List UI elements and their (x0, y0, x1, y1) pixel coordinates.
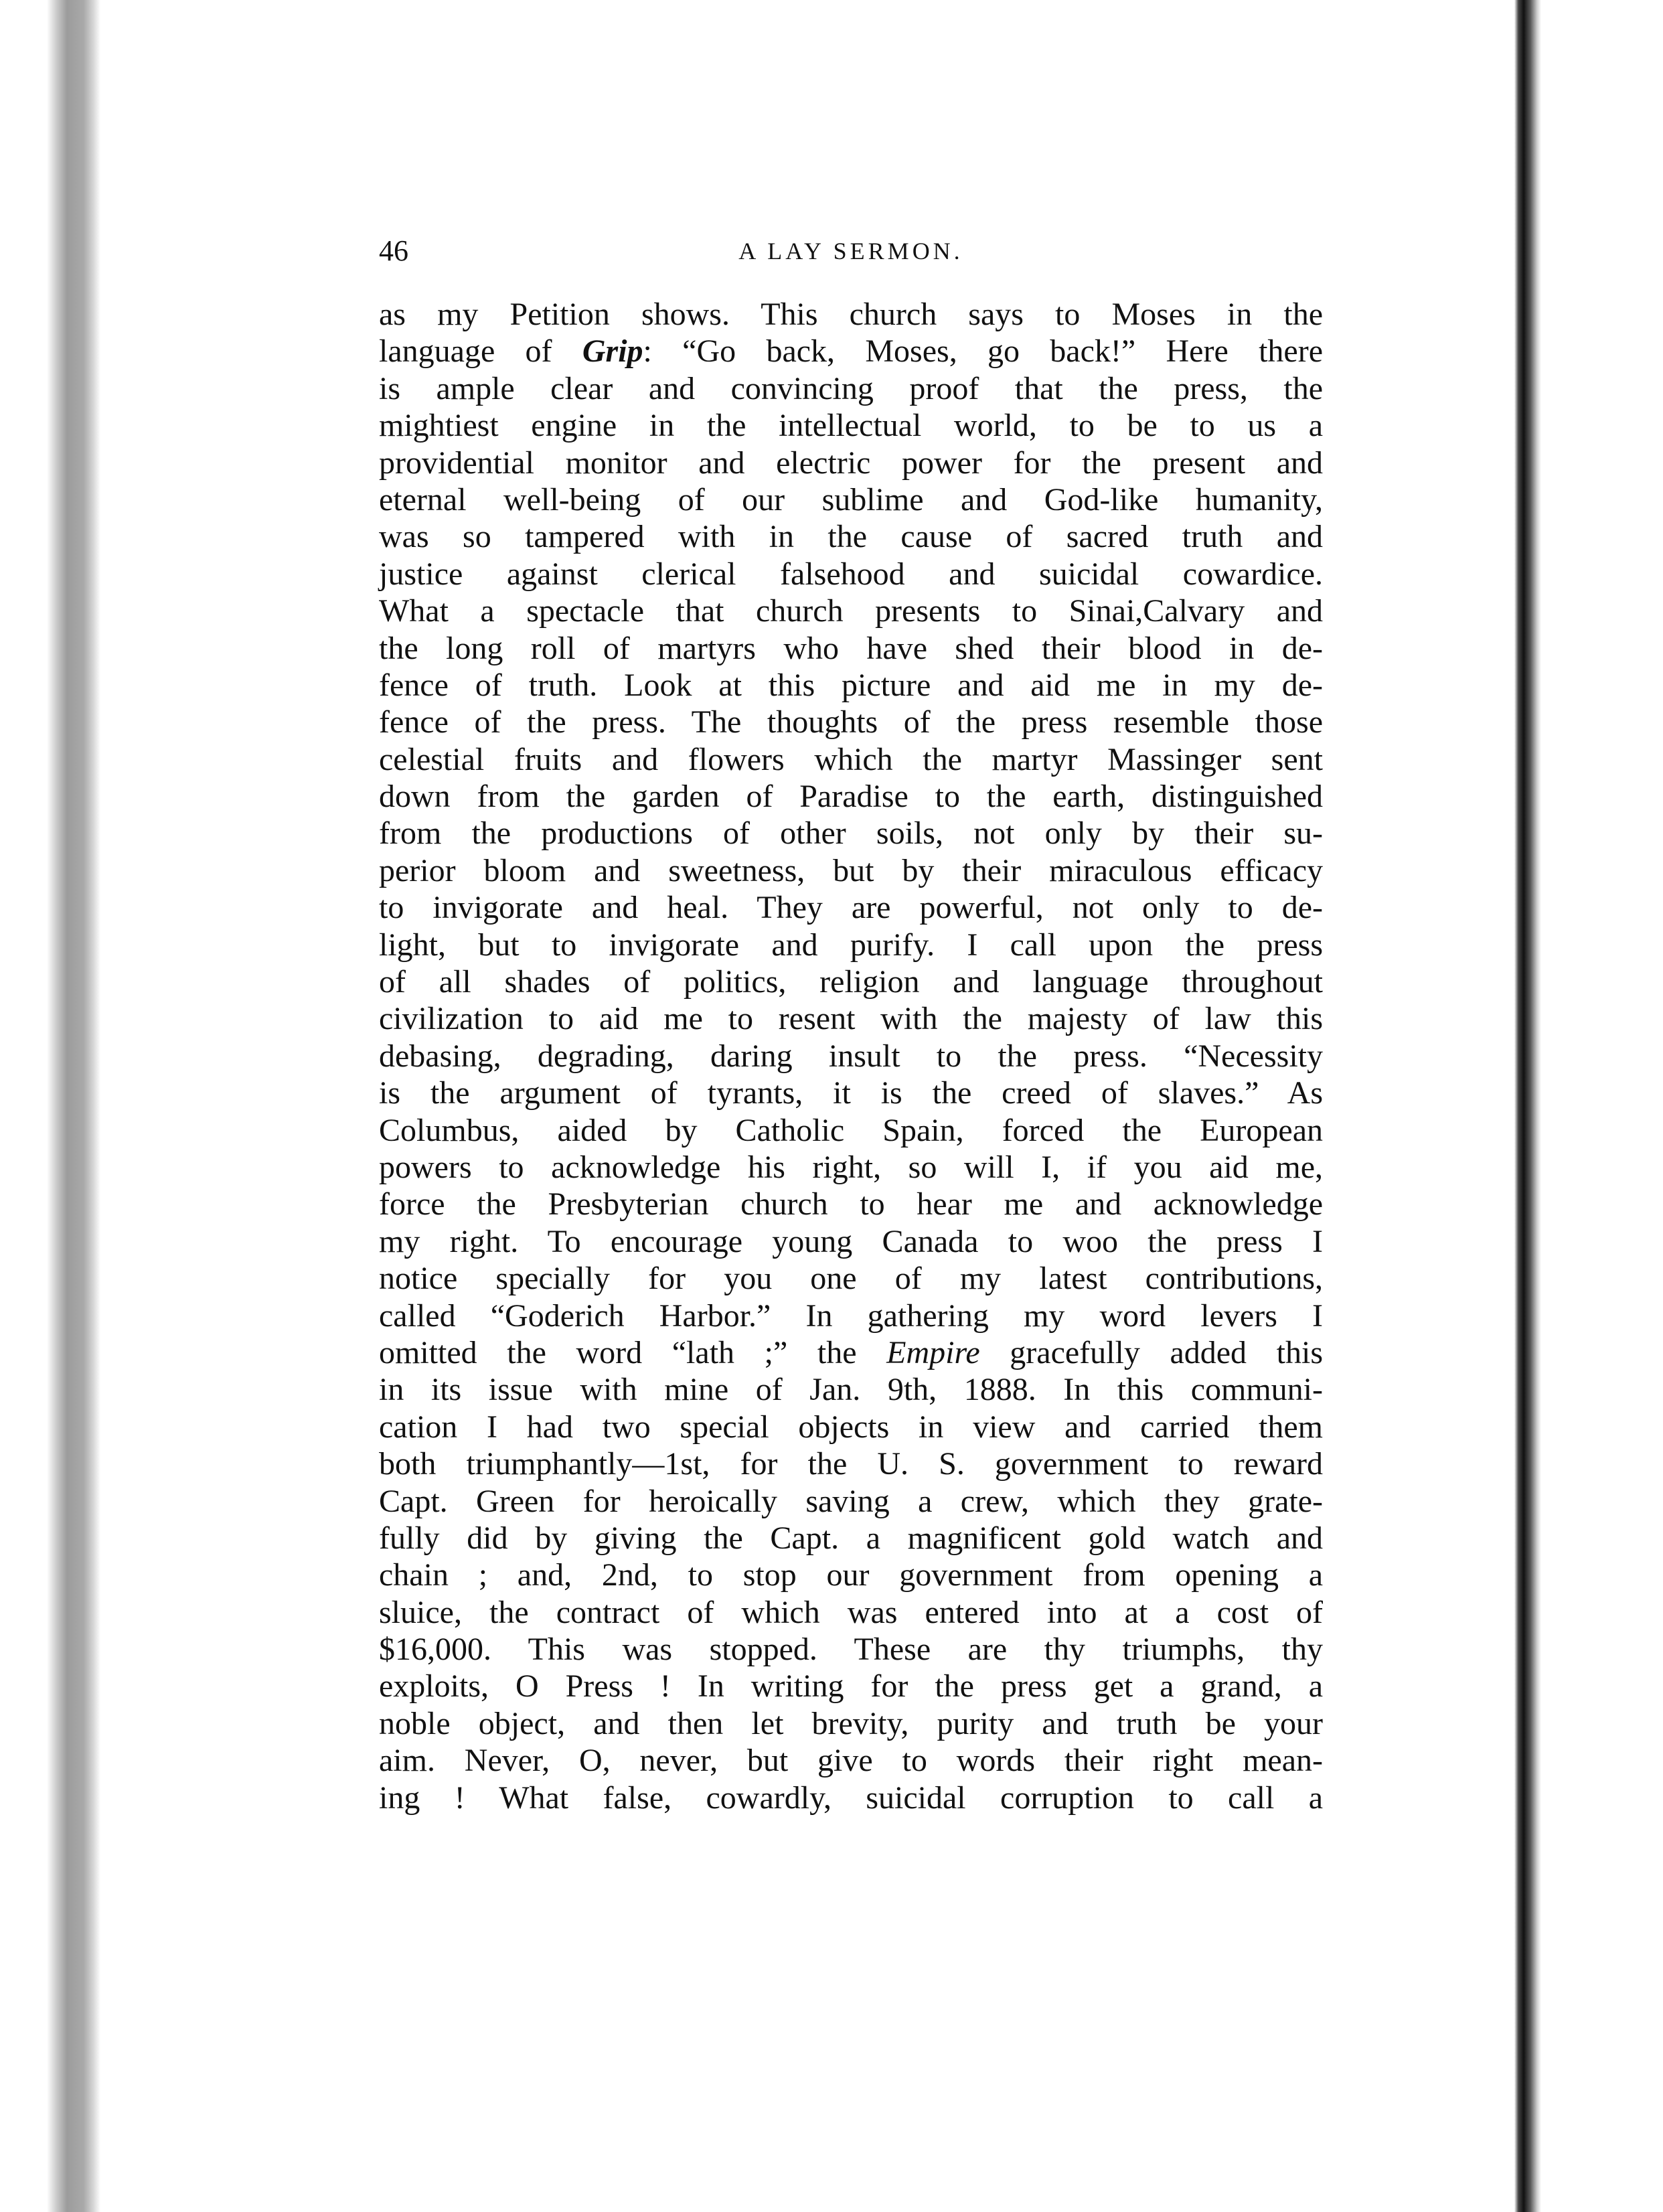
text-line: noble object, and then let brevity, purity and truth be your (379, 1705, 1323, 1741)
text-line: $16,000. This was stopped. These are thy triumphs, thy (379, 1632, 1323, 1668)
text-line: both triumphantly—1st, for the U. S. government to reward (379, 1446, 1323, 1482)
text-line: is the argument of tyrants, it is the creed of slaves.” As (379, 1075, 1323, 1111)
page-header (379, 231, 1323, 271)
text-line: as my Petition shows. This church says to Moses in the (379, 297, 1323, 332)
text-line: force the Presbyterian church to hear me and acknowledge (379, 1186, 1323, 1222)
text-line: Columbus, aided by Catholic Spain, forced the European (379, 1112, 1323, 1148)
body-text (379, 296, 1323, 1816)
text-line: to invigorate and heal. They are powerful, not only to de- (379, 890, 1323, 926)
text-line: civilization to aid me to resent with the majesty of law this (379, 1001, 1323, 1037)
text-line: fence of truth. Look at this picture and aid me in my de- (379, 667, 1323, 703)
text-line: omitted the word “lath ;” the Empire gracefully added this (379, 1334, 1324, 1370)
text-line: powers to acknowledge his right, so will I, if you aid me, (379, 1149, 1323, 1185)
text-line: is ample clear and convincing proof that the press, the (379, 370, 1323, 406)
text-line: aim. Never, O, never, but give to words their right mean- (379, 1743, 1323, 1779)
text-line: from the productions of other soils, not only by their su- (379, 815, 1323, 852)
text-line: fence of the press. The thoughts of the press resemble those (379, 704, 1323, 740)
text-line: celestial fruits and flowers which the martyr Massinger sent (379, 741, 1323, 777)
text-line: was so tampered with in the cause of sacred truth and (379, 519, 1323, 555)
text-line: sluice, the contract of which was entered into at a cost of (379, 1594, 1323, 1630)
text-line: chain ; and, 2nd, to stop our government from opening a (379, 1557, 1323, 1593)
text-line: light, but to invigorate and purify. I call upon the press (379, 927, 1323, 963)
running-head: A LAY SERMON. (738, 238, 963, 264)
text-line: in its issue with mine of Jan. 9th, 1888. In this communi- (379, 1372, 1323, 1408)
text-line: eternal well-being of our sublime and God-like humanity, (379, 481, 1323, 518)
text-line: fully did by giving the Capt. a magnificent gold watch and (379, 1520, 1323, 1556)
text-line: justice against clerical falsehood and suicidal cowardice. (379, 556, 1323, 592)
text-line: cation I had two special objects in view and carried them (379, 1409, 1323, 1445)
text-line: providential monitor and electric power for the present and (379, 445, 1323, 481)
text-line: mightiest engine in the intellectual world, to be to us a (379, 408, 1323, 444)
text-line: Capt. Green for heroically saving a crew, which they grate- (379, 1483, 1323, 1519)
text-line: exploits, O Press ! In writing for the press get a grand, a (379, 1668, 1323, 1705)
text-line: ing ! What false, cowardly, suicidal corruption to call a (379, 1780, 1323, 1816)
text-line: What a spectacle that church presents to Sinai,Calvary and (379, 593, 1323, 629)
text-line: language of Grip: “Go back, Moses, go back!” Here there (379, 333, 1324, 370)
text-line: notice specially for you one of my latest contributions, (379, 1261, 1323, 1297)
text-line: of all shades of politics, religion and language throughout (379, 964, 1323, 1000)
text-line: debasing, degrading, daring insult to the press. “Necessity (379, 1038, 1323, 1074)
text-line: the long roll of martyrs who have shed their blood in de- (379, 630, 1323, 666)
page-number: 46 (379, 234, 408, 267)
text-line: my right. To encourage young Canada to woo the press I (379, 1223, 1323, 1259)
text-line: called “Goderich Harbor.” In gathering my word levers I (379, 1297, 1323, 1334)
scan-right-edge (1514, 0, 1541, 2212)
scan-left-edge (0, 0, 100, 2212)
text-line: down from the garden of Paradise to the earth, distinguished (379, 779, 1323, 815)
text-line: perior bloom and sweetness, but by their miraculous efficacy (379, 852, 1323, 888)
